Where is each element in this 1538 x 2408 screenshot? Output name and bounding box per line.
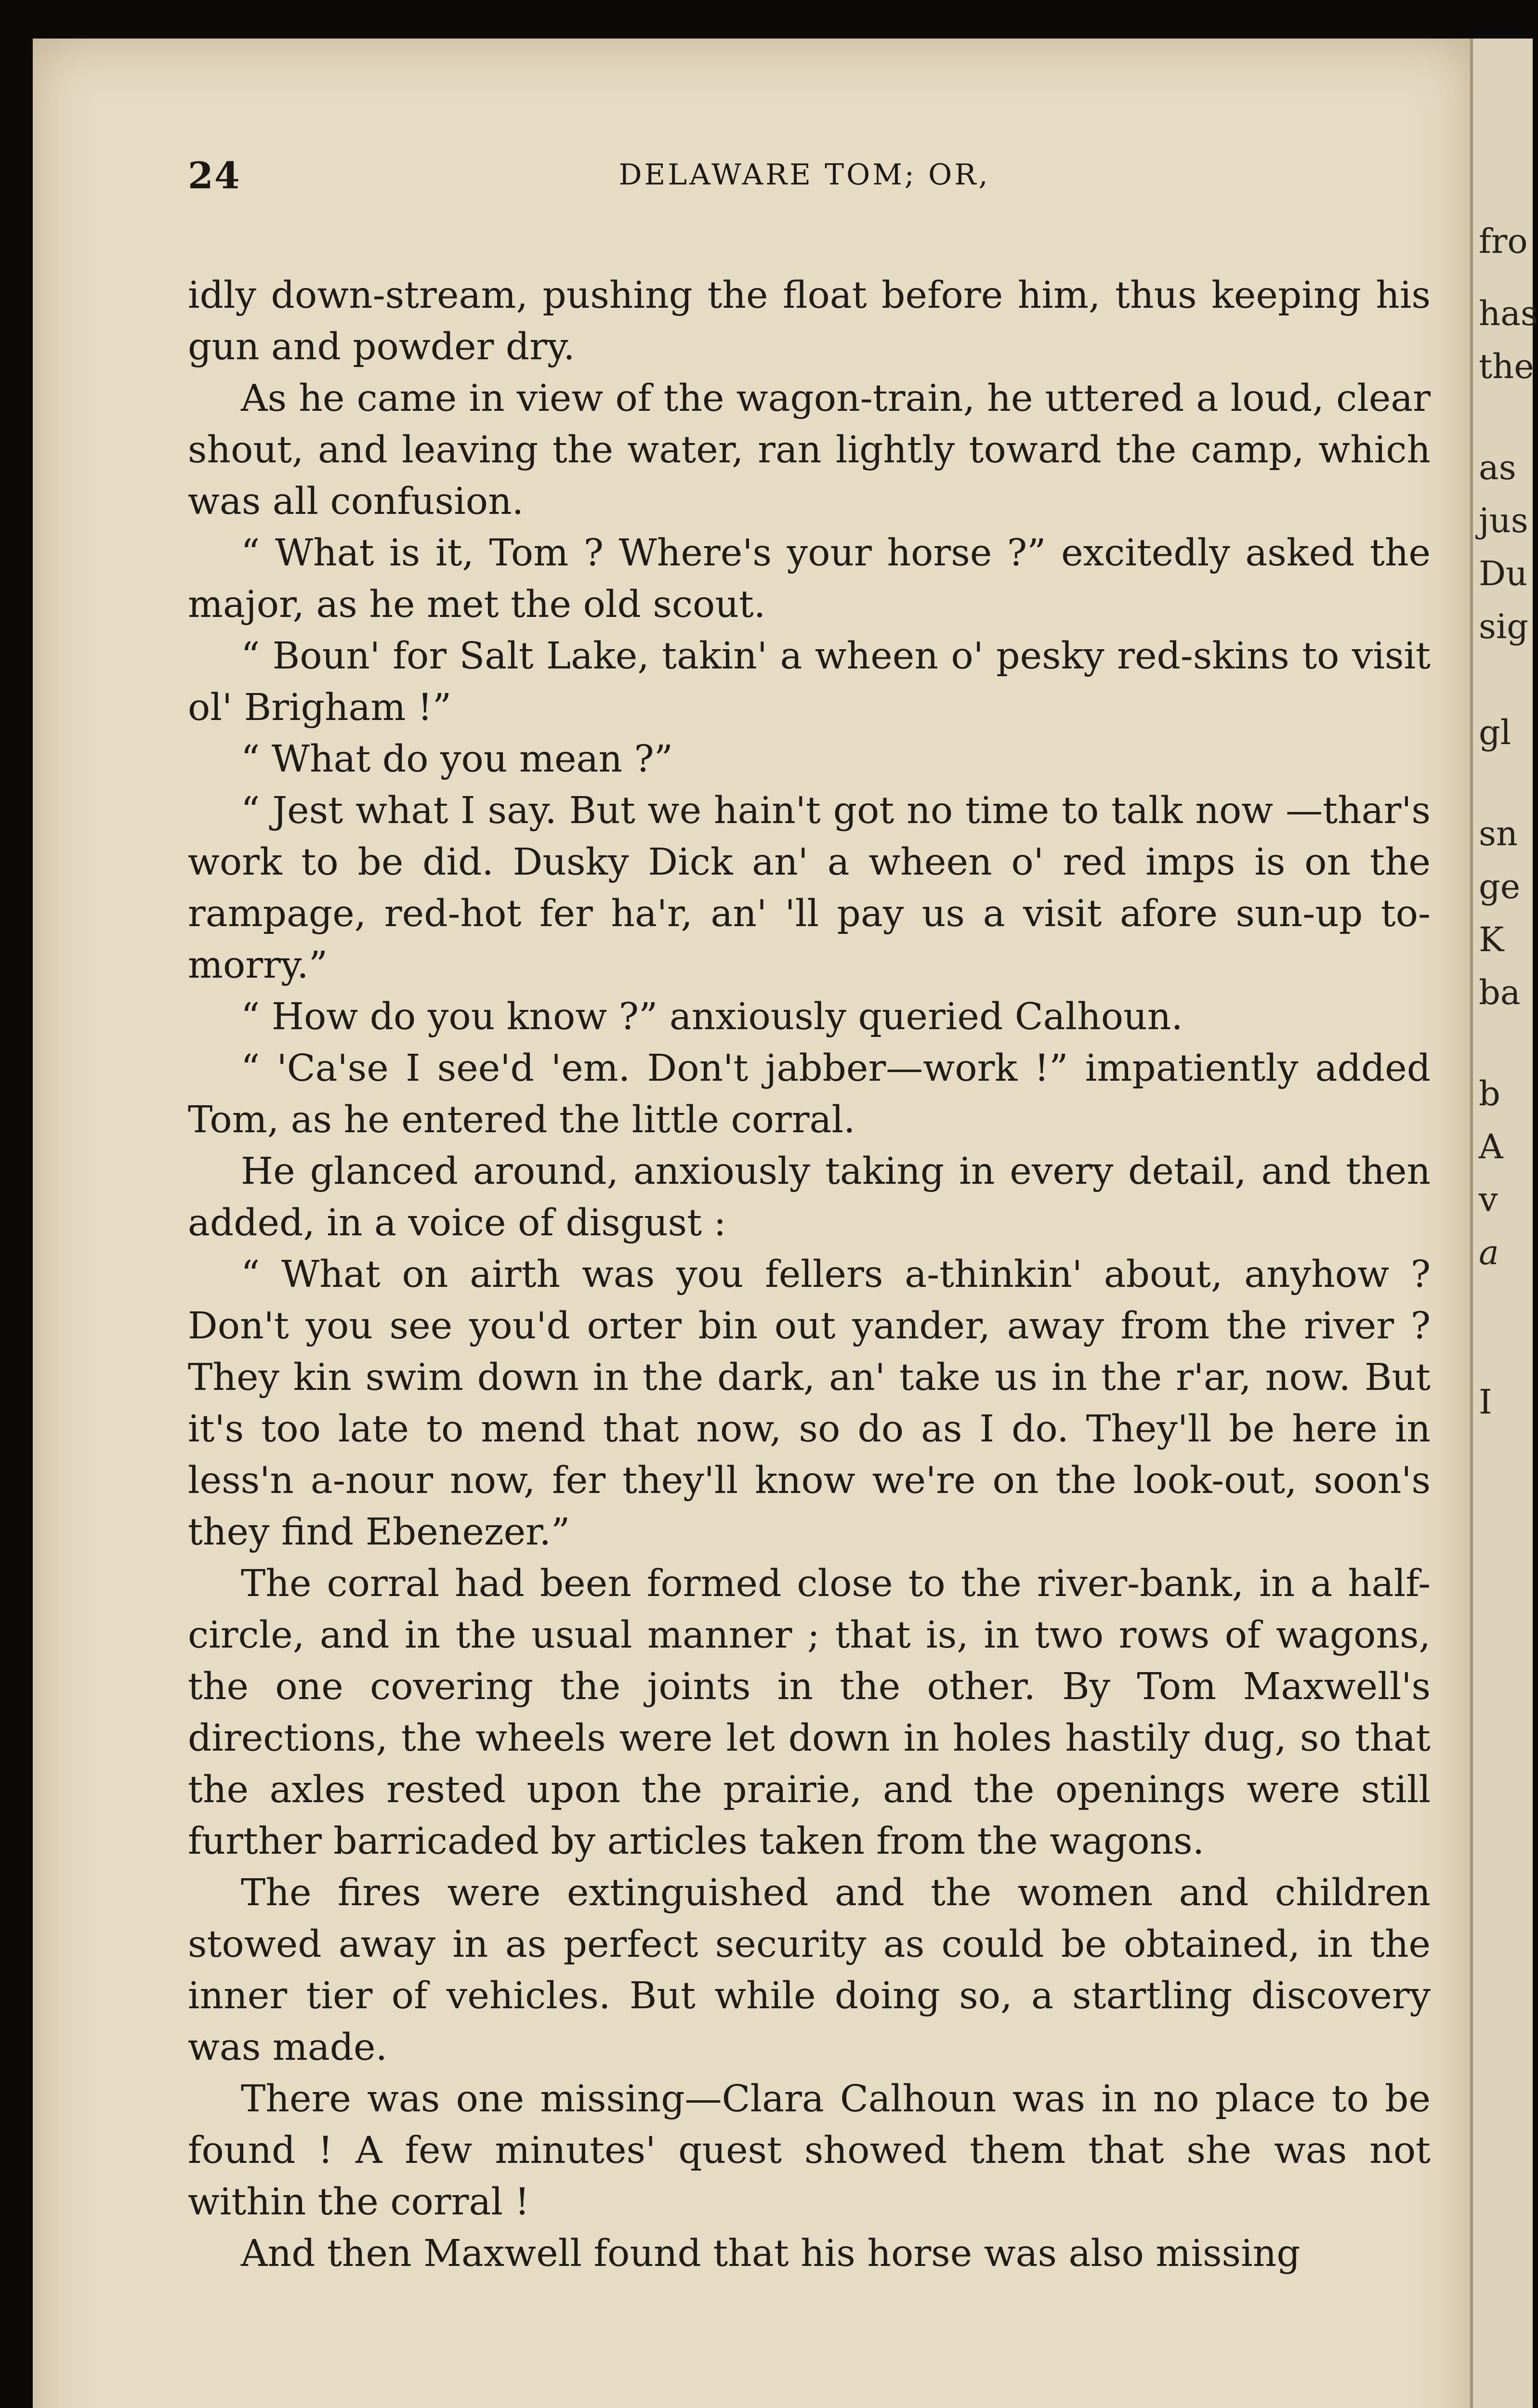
facing-page-fragment: K [1479,920,1504,959]
paragraph: “ 'Ca'se I see'd 'em. Don't jabber—work !” impatiently added Tom, as he entered the little corral. [188,1047,1431,1141]
paragraph: “ How do you know ?” anxiously queried Calhoun. [241,995,1183,1038]
facing-page-fragment: gl [1479,713,1512,752]
paragraph: He glanced around, anxiously taking in every detail, and then added, in a voice of disgust : [188,1150,1431,1244]
paragraph: There was one missing—Clara Calhoun was in no place to be found ! A few minutes' quest showed them that she was not within the corral ! [188,2078,1431,2224]
facing-page-fragment: a [1479,1233,1499,1272]
facing-page-fragment: I [1479,1382,1492,1422]
paragraph: The fires were extinguished and the women and children stowed away in as perfect security as could be obtained, in the inner tier of vehicles. But while doing so, a startling discovery was made. [188,1871,1431,2069]
paragraph: And then Maxwell found that his horse was also missing [241,2232,1301,2275]
paragraph: The corral had been formed close to the river-bank, in a half-circle, and in the usual manner ; that is, in two rows of wagons, the one covering the joints in the other. By Tom Maxwell's directions, the wheels were let down in holes hastily dug, so that the axles rested upon the prairie, and the openings were still further barricaded by articles taken from the wagons. [188,1562,1431,1863]
facing-page-fragment: A [1479,1127,1503,1166]
facing-page-fragment: the [1479,347,1534,386]
facing-page-edge [1470,39,1538,2408]
paragraph: “ What is it, Tom ? Where's your horse ?” excitedly asked the major, as he met the old scout. [188,532,1431,626]
facing-page-fragment: sn [1479,814,1518,853]
page-number: 24 [188,154,241,197]
facing-page-fragment: fro [1479,222,1528,261]
facing-page-fragment: as [1479,448,1516,487]
facing-page-fragment: b [1479,1074,1500,1113]
paragraph: idly down-stream, pushing the float before him, thus keeping his gun and powder dry. [188,274,1431,368]
paragraph: “ What on airth was you fellers a-thinkin' about, anyhow ? Don't you see you'd orter bin out yander, away from the river ? They kin swim down in the dark, an' take us in the r'ar, now. But it's too late to mend that now, so do as I do. They'll be here in less'n a-nour now, fer they'll know we're on the look-out, soon's they find Ebenezer.” [188,1253,1431,1554]
paragraph: “ What do you mean ?” [241,738,673,781]
facing-page-fragment: v [1479,1180,1498,1219]
facing-page-fragment: Du [1479,554,1528,593]
facing-page-fragment: jus [1479,501,1528,540]
paragraph: “ Jest what I say. But we hain't got no time to talk now —thar's work to be did. Dusky Dick an' a wheen o' red imps is on the rampage, red-hot fer ha'r, an' 'll pay us a visit afore sun-up to-morry.” [188,789,1431,987]
facing-page-fragment: ba [1479,973,1521,1012]
facing-page-fragment: ge [1479,867,1521,906]
facing-page-fragment: has [1479,294,1538,333]
body-text [188,270,1431,2279]
paragraph: As he came in view of the wagon-train, he uttered a loud, clear shout, and leaving the water, ran lightly toward the camp, which was all confusion. [188,377,1431,523]
facing-page-fragment: sig [1479,607,1529,646]
running-title: DELAWARE TOM; OR, [618,158,990,192]
paragraph: “ Boun' for Salt Lake, takin' a wheen o' pesky red-skins to visit ol' Brigham !” [188,635,1431,729]
